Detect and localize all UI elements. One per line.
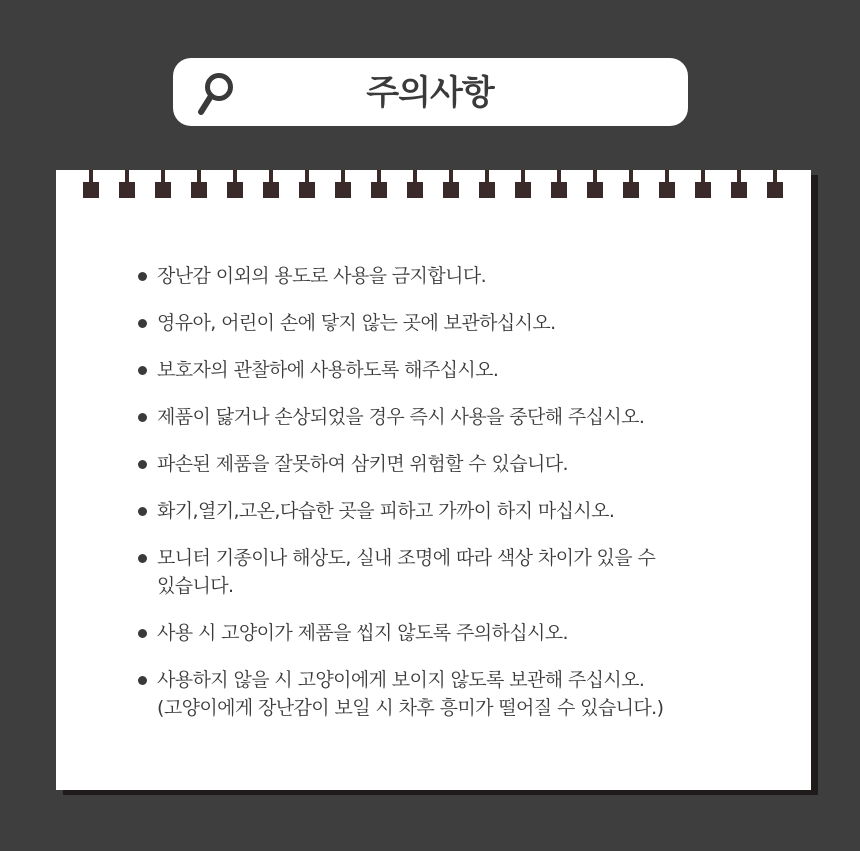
list-item [136,356,736,384]
bullet-icon [138,272,147,281]
binder-hole [83,170,99,200]
binder-hole [515,170,531,200]
bullet-icon [138,554,147,563]
binder-hole [263,170,279,200]
binder-slot [335,182,351,198]
binder-hole [587,170,603,200]
binder-hole [767,170,783,200]
binder-slot [479,182,495,198]
binder-slot [119,182,135,198]
binder-slot [659,182,675,198]
notice-text: 있습니다. [157,575,234,597]
notice-text: 제품이 닳거나 손상되었을 경우 즉시 사용을 중단해 주십시오. [157,406,645,428]
binder-slot [407,182,423,198]
list-item [136,309,736,337]
bullet-icon [138,413,147,422]
binder-slot [695,182,711,198]
binder-hole [443,170,459,200]
binder-slot [371,182,387,198]
bullet-icon [138,319,147,328]
list-item [136,497,736,525]
notice-text: 파손된 제품을 잘못하여 삼키면 위험할 수 있습니다. [157,453,568,475]
binder-slot [263,182,279,198]
bullet-icon [138,507,147,516]
binder-hole [659,170,675,200]
binder-slot [587,182,603,198]
binder-hole [479,170,495,200]
binder-slot [299,182,315,198]
binder-hole [191,170,207,200]
binder-rings [56,170,811,200]
binder-hole [155,170,171,200]
binder-hole [335,170,351,200]
bullet-icon [138,629,147,638]
notice-text: (고양이에게 장난감이 보일 시 차후 흥미가 떨어질 수 있습니다.) [157,697,664,719]
binder-hole [407,170,423,200]
binder-hole [227,170,243,200]
notice-text: 영유아, 어린이 손에 닿지 않는 곳에 보관하십시오. [157,312,556,334]
list-item [136,450,736,478]
notice-text: 화기,열기,고온,다습한 곳을 피하고 가까이 하지 마십시오. [157,500,615,522]
binder-hole [119,170,135,200]
notice-text: 장난감 이외의 용도로 사용을 금지합니다. [157,265,487,287]
binder-slot [551,182,567,198]
bullet-icon [138,366,147,375]
binder-slot [443,182,459,198]
list-item [136,544,736,600]
bullet-icon [138,460,147,469]
notice-text: 보호자의 관찰하에 사용하도록 해주십시오. [157,359,499,381]
list-item [136,619,736,647]
binder-slot [155,182,171,198]
binder-hole [695,170,711,200]
binder-slot [83,182,99,198]
notice-text: 사용 시 고양이가 제품을 씹지 않도록 주의하십시오. [157,622,568,644]
list-item [136,403,736,431]
binder-hole [371,170,387,200]
notice-text: 모니터 기종이나 해상도, 실내 조명에 따라 색상 차이가 있을 수 [157,547,656,569]
notice-text: 사용하지 않을 시 고양이에게 보이지 않도록 보관해 주십시오. [157,669,645,691]
binder-slot [227,182,243,198]
binder-hole [551,170,567,200]
list-item [136,262,736,290]
binder-slot [191,182,207,198]
binder-slot [515,182,531,198]
binder-hole [623,170,639,200]
binder-slot [767,182,783,198]
page-title: 주의사항 [366,73,494,113]
notice-list [136,262,736,741]
binder-hole [731,170,747,200]
binder-slot [731,182,747,198]
binder-slot [623,182,639,198]
bullet-icon [138,676,147,685]
binder-hole [299,170,315,200]
list-item [136,666,736,722]
